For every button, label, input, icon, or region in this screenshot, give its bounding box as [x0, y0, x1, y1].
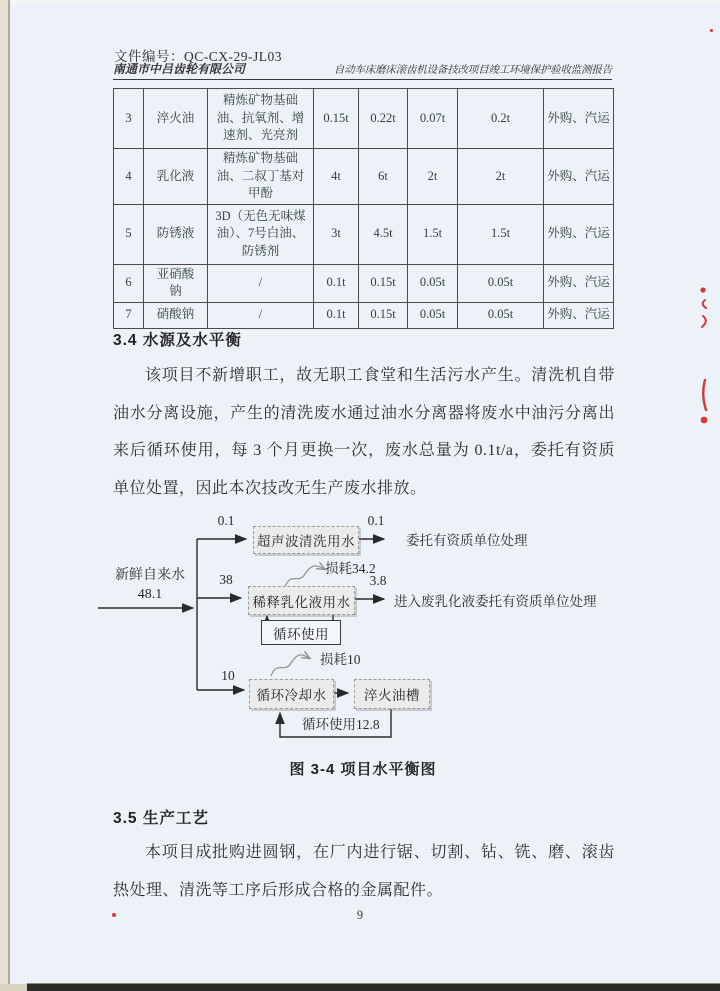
fresh-water-value: 48.1	[137, 587, 163, 602]
cell-source: 外购、汽运	[544, 89, 614, 149]
section-heading-3-5: 3.5 生产工艺	[113, 810, 209, 827]
cell-v2: 0.15t	[359, 302, 408, 328]
cell-v3: 0.05t	[408, 264, 458, 302]
cell-source: 外购、汽运	[544, 302, 614, 328]
cell-v4: 2t	[458, 149, 544, 205]
cell-no: 5	[114, 204, 144, 264]
out1-value: 0.1	[367, 513, 385, 528]
cell-v3: 0.05t	[408, 302, 458, 328]
box-circulating-cooling-water: 循环冷却水	[249, 679, 334, 709]
cell-v1: 0.15t	[314, 89, 359, 149]
cell-v4: 1.5t	[458, 204, 544, 264]
cell-no: 4	[114, 149, 144, 205]
diagram-source-label	[105, 566, 195, 604]
cell-composition: 精炼矿物基础油、抗氧剂、增速剂、光亮剂	[208, 89, 314, 149]
fresh-water-label: 新鲜自来水	[115, 568, 185, 583]
scan-top-edge	[10, 0, 720, 3]
cell-v3: 1.5t	[408, 204, 458, 264]
doc-number: 文件编号：QC-CX-29-JL03	[114, 49, 282, 64]
cell-no: 3	[114, 89, 144, 149]
red-ink-mark	[695, 378, 715, 435]
cell-no: 7	[114, 302, 144, 328]
cooling-recycle-label: 循环使用12.8	[302, 717, 380, 732]
cell-v1: 0.1t	[314, 302, 359, 328]
cell-v3: 0.07t	[408, 89, 458, 149]
cell-name: 硝酸钠	[144, 302, 208, 328]
report-title: 自动车床磨床滚齿机设备技改项目竣工环境保护验收监测报告	[333, 65, 612, 76]
scan-bottom-left-edge	[0, 984, 27, 991]
cell-v1: 0.1t	[314, 264, 359, 302]
out1-destination: 委托有资质单位处理	[406, 533, 528, 548]
materials-table	[113, 88, 614, 329]
running-header	[113, 60, 612, 80]
company-name: 南通市中吕齿轮有限公司	[113, 62, 246, 76]
page-number: 9	[356, 908, 364, 922]
cell-composition: /	[208, 302, 314, 328]
red-ink-dot	[112, 913, 116, 917]
scan-left-edge	[0, 0, 8, 991]
cell-composition: 精炼矿物基础油、二叔丁基对甲酚	[208, 149, 314, 205]
section-heading-3-4: 3.4 水源及水平衡	[113, 332, 242, 349]
red-ink-mark	[693, 286, 717, 343]
cell-name: 淬火油	[144, 89, 208, 149]
cell-v4: 0.2t	[458, 89, 544, 149]
table-row	[114, 264, 614, 302]
water-balance-diagram	[90, 510, 630, 750]
scan-left-edge-line	[8, 0, 10, 991]
cell-composition: 3D（无色无味煤油）、7号白油、防锈剂	[208, 204, 314, 264]
box-recycle-use: 循环使用	[261, 620, 341, 645]
cell-v2: 6t	[359, 149, 408, 205]
cell-v2: 0.15t	[359, 264, 408, 302]
table-row	[114, 204, 614, 264]
emulsion-loss-label: 损耗34.2	[325, 561, 376, 576]
cell-v1: 3t	[314, 204, 359, 264]
branch3-value: 10	[221, 668, 235, 683]
cell-v3: 2t	[408, 149, 458, 205]
cell-source: 外购、汽运	[544, 149, 614, 205]
cell-name: 亚硝酸钠	[144, 264, 208, 302]
paragraph-water-balance: 该项目不新增职工，故无职工食堂和生活污水产生。清洗机自带油水分离设施，产生的清洗废水通过油水分离器将废水中油污分离出来后循环使用，每 3 个月更换一次，废水总量为 0.1t/a，委托有资质单位处置，因此本次技改无生产废水排放。	[113, 367, 615, 497]
cell-name: 乳化液	[144, 149, 208, 205]
out2-value: 3.8	[369, 573, 387, 588]
paragraph-production-process: 本项目成批购进圆钢，在厂内进行锯、切割、钻、铣、磨、滚齿热处理、清洗等工序后形成合格的金属配件。	[113, 844, 615, 899]
table-row	[114, 302, 614, 328]
red-ink-dot	[710, 29, 713, 32]
cell-no: 6	[114, 264, 144, 302]
cell-source: 外购、汽运	[544, 204, 614, 264]
table-row	[114, 149, 614, 205]
box-diluted-emulsion-water: 稀释乳化液用水	[248, 586, 355, 615]
cooling-loss-label: 损耗10	[320, 652, 361, 667]
out2-destination: 进入废乳化液委托有资质单位处理	[394, 594, 597, 609]
branch2-value: 38	[219, 572, 233, 587]
table-row	[114, 89, 614, 149]
cell-v4: 0.05t	[458, 302, 544, 328]
cell-source: 外购、汽运	[544, 264, 614, 302]
box-ultrasonic-wash-water: 超声波清洗用水	[253, 526, 359, 554]
cell-name: 防锈液	[144, 204, 208, 264]
figure-caption: 图 3-4 项目水平衡图	[289, 761, 437, 778]
branch1-value: 0.1	[217, 513, 235, 528]
cell-v1: 4t	[314, 149, 359, 205]
box-quench-oil-tank: 淬火油槽	[354, 679, 430, 709]
cell-v2: 4.5t	[359, 204, 408, 264]
cell-v2: 0.22t	[359, 89, 408, 149]
cell-v4: 0.05t	[458, 264, 544, 302]
cell-composition: /	[208, 264, 314, 302]
scan-bottom-edge	[27, 983, 720, 991]
